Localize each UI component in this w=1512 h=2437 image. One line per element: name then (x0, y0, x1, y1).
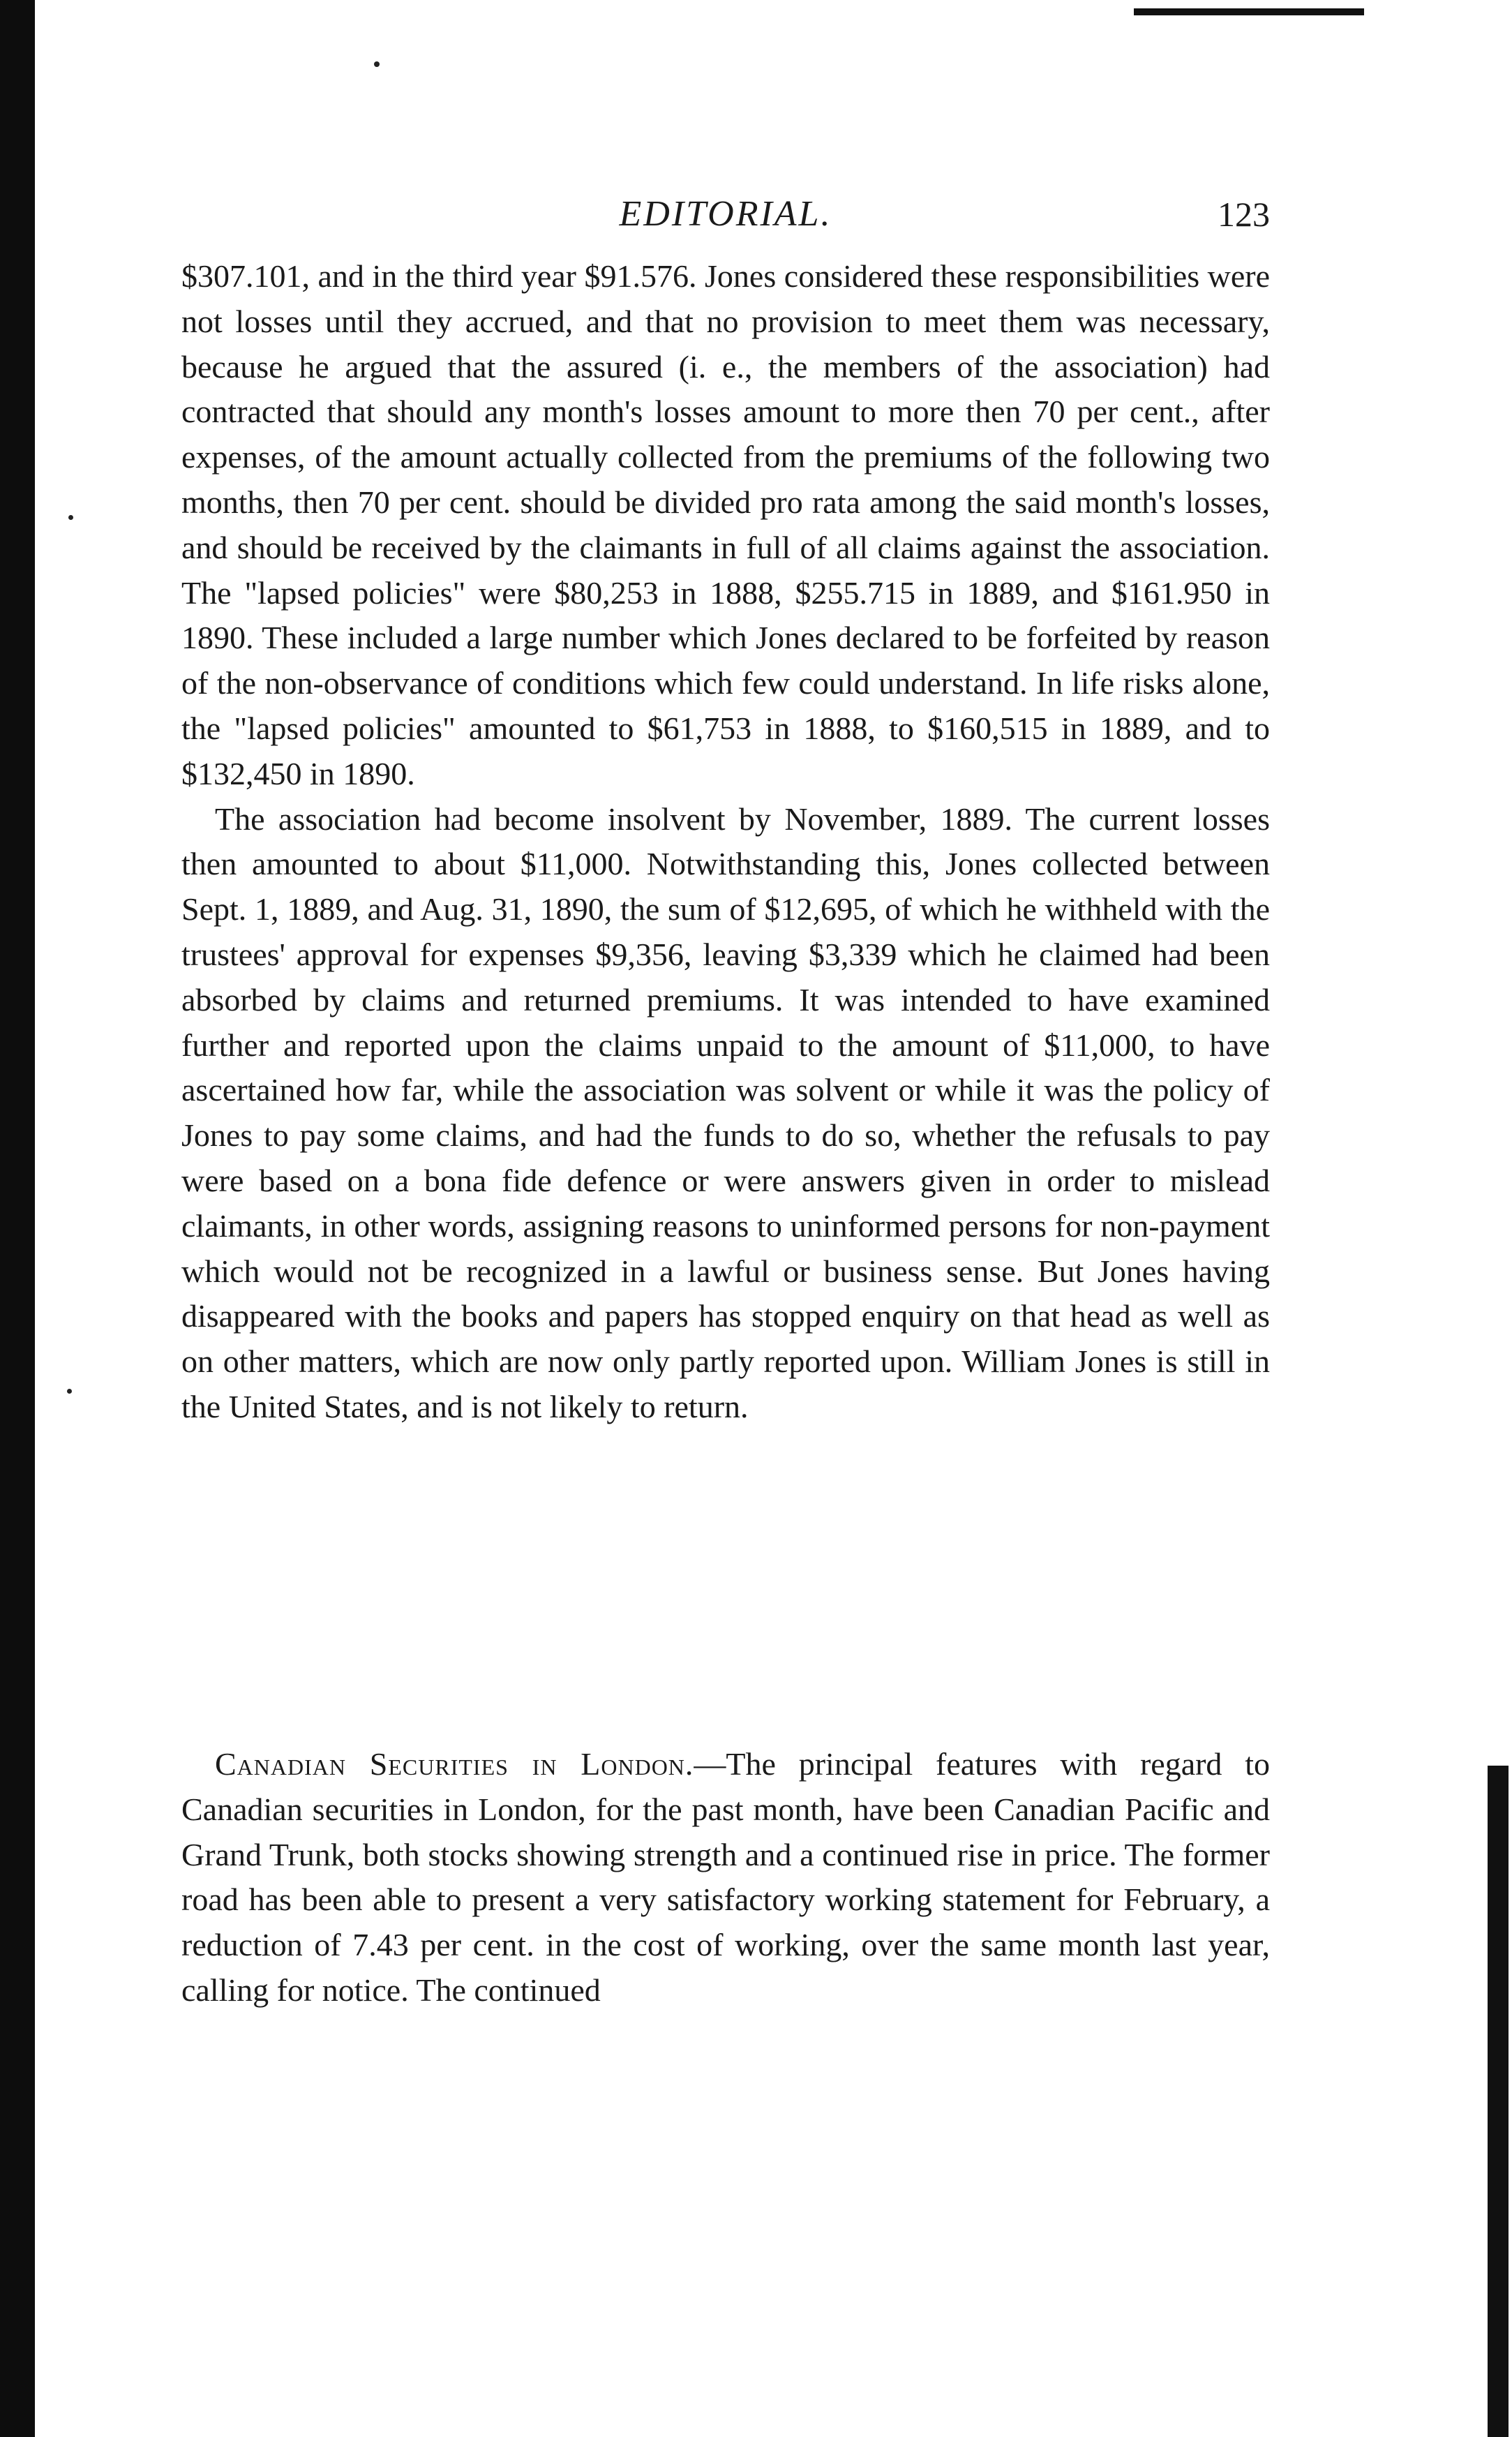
paragraph-3-body: —The principal features with regard to Canadian securities in London, for the past month, have been Canadian Pacific and Grand Trunk, both stocks showing strength and a continued rise in price. The former road has been able to present a very satisfactory working statement for February, a reduction of 7.43 per cent. in the cost of working, over the same month last year, calling for notice. The continued (181, 1746, 1270, 2008)
top-rule (1134, 8, 1364, 15)
running-head: EDITORIAL. (619, 194, 832, 234)
scan-speck (374, 61, 380, 67)
body-text-bottom (181, 1742, 1270, 2196)
body-text-top (181, 254, 1270, 1671)
page-number: 123 (1218, 195, 1270, 234)
paragraph-3 (181, 1742, 1270, 2013)
right-edge (1488, 1766, 1509, 2437)
page-header (181, 190, 1270, 239)
paragraph-2: The association had become insolvent by November, 1889. The current losses then amounted to about $11,000. Notwithstanding this, Jones collected between Sept. 1, 1889, and Aug. 31, 1890, the sum of $12,695, of which he withheld with the trustees' approval for expenses $9,356, leaving $3,339 which he claimed had been absorbed by claims and returned premiums. It was intended to have examined further and reported upon the claims unpaid to the amount of $11,000, to have ascertained how far, while the association was solvent or while it was the policy of Jones to pay some claims, and had the funds to do so, whether the refusals to pay were based on a bona fide defence or were answers given in order to mislead claimants, in other words, assigning reasons to uninformed persons for non-payment which would not be recognized in a lawful or business sense. But Jones having disappeared with the books and papers has stopped enquiry on that head as well as on other matters, which are now only partly reported upon. William Jones is still in the United States, and is not likely to return. (181, 800, 1270, 1424)
binding-edge (0, 0, 35, 2437)
paragraph-1: $307.101, and in the third year $91.576. Jones considered these responsibilities were not losses until they accrued, and that no provision to meet them was necessary, because he argued that the assured (i. e., the members of the association) had contracted that should any month's losses amount to more then 70 per cent., after expenses, of the amount actually collected from the premiums of the following two months, then 70 per cent. should be divided pro rata among the said month's losses, and should be received by the claimants in full of all claims against the association. The "lapsed policies" were $80,253 in 1888, $255.715 in 1889, and $161.950 in 1890. These included a large number which Jones declared to be forfeited by reason of the non-observance of conditions which few could understand. In life risks alone, the "lapsed policies" amounted to $61,753 in 1888, to $160,515 in 1889, and to $132,450 in 1890. (181, 258, 1270, 791)
scan-speck (68, 515, 73, 520)
section-heading: Canadian Securities in London. (215, 1746, 694, 1782)
scan-speck (67, 1389, 72, 1394)
